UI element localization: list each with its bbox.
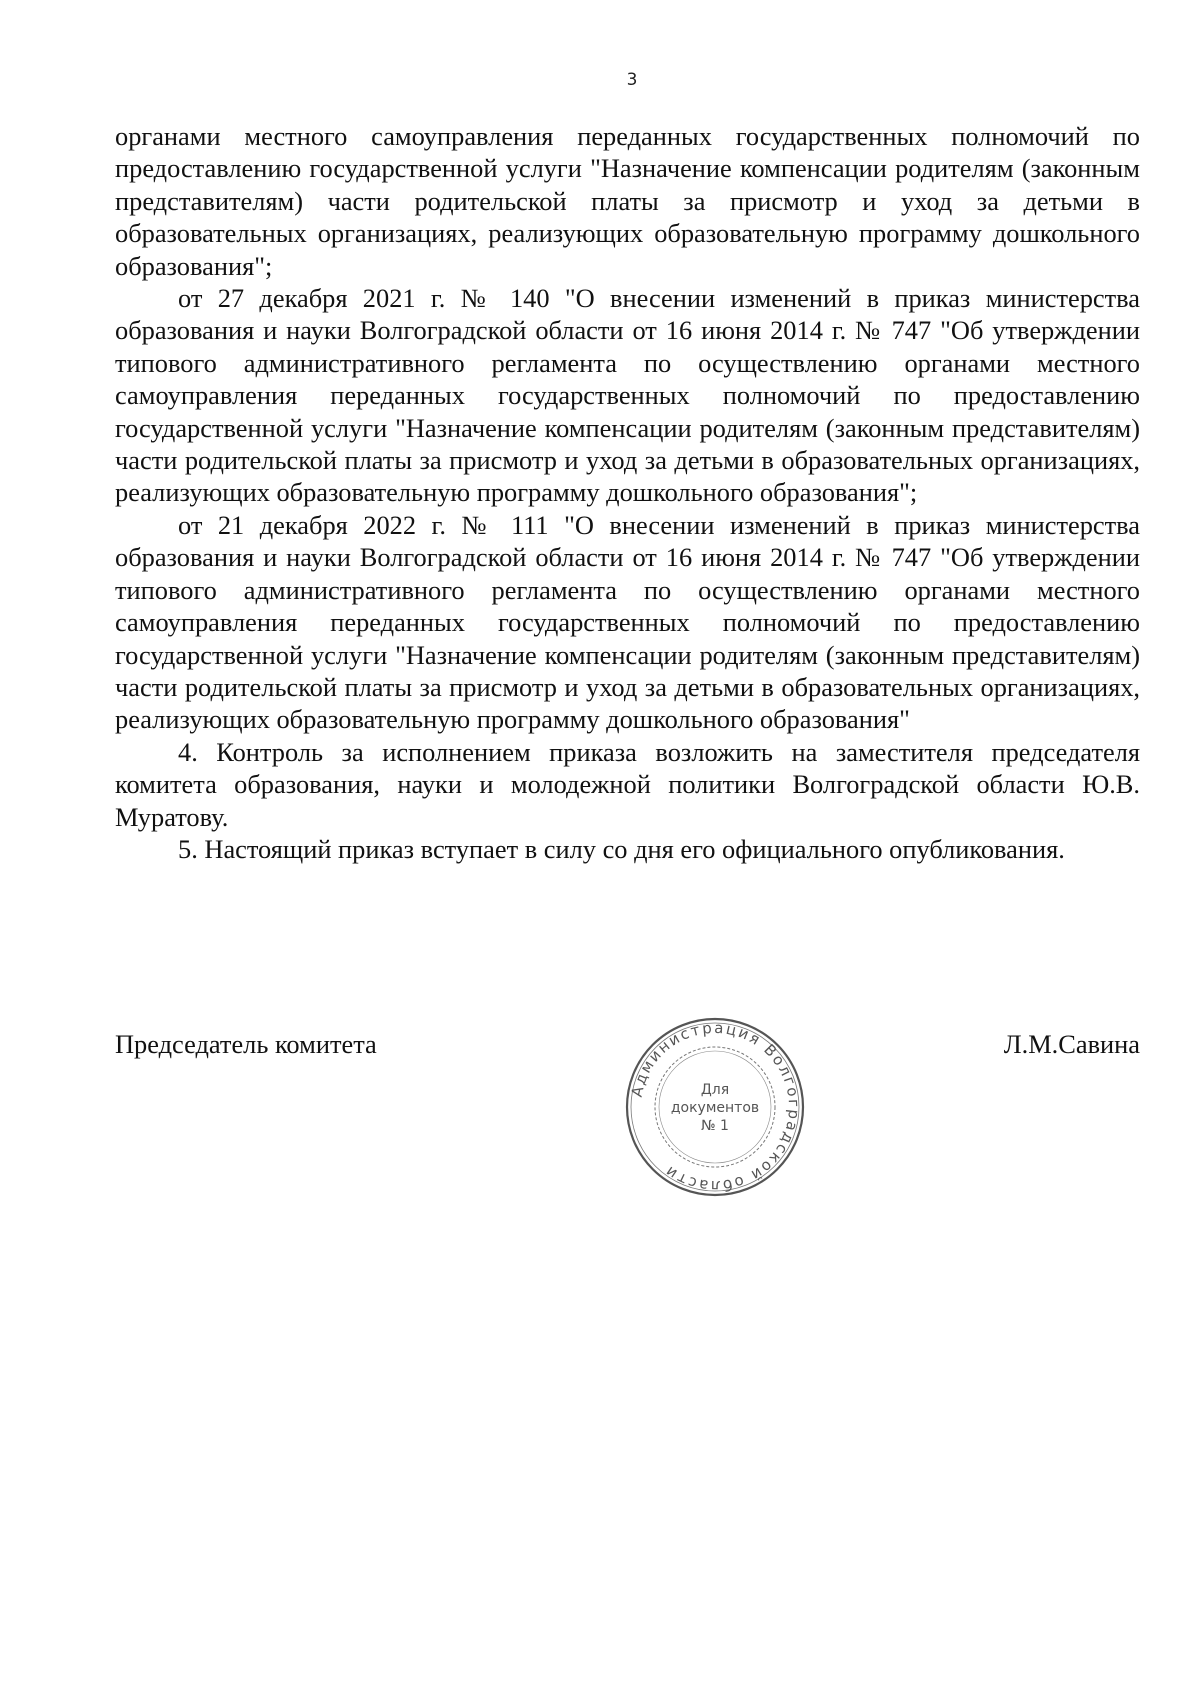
document-body [115, 120, 1140, 865]
official-stamp [620, 1012, 810, 1202]
stamp-center-line-2: документов [670, 1100, 760, 1116]
paragraph-order-2022: от 21 декабря 2022 г. № 111 "О внесении изменений в приказ министерства образования и науки Волгоградской области от 16 июня 2014 г. № 747 "Об утверждении типового административного регламента по осуществлению органами местного самоуправления переданных государственных полномочий по предоставлению государственной услуги "Назначение компенсации родителям (законным представителям) части родительской платы за присмотр и уход за детьми в образовательных организациях, реализующих образовательную программу дошкольного образования" [115, 509, 1140, 735]
paragraph-item-5: 5. Настоящий приказ вступает в силу со дня его официального опубликования. [178, 833, 1065, 864]
stamp-center-line-3: № 1 [701, 1118, 729, 1134]
signatory-name: Л.М.Савина [1003, 1029, 1140, 1059]
paragraph-item-4: 4. Контроль за исполнением приказа возложить на заместителя председателя комитета образования, науки и молодежной политики Волгоградской области Ю.В. Муратову. [115, 736, 1140, 832]
stamp-seal-icon [620, 1012, 810, 1202]
stamp-outer-text: Администрация Волгоградской области [627, 1018, 804, 1196]
paragraph-continuation: органами местного самоуправления переданных государственных полномочий по предоставлению государственной услуги "Назначение компенсации родителям (законным представителям) части родительской платы за присмотр и уход за детьми в образовательных организациях, реализующих образовательную программу дошкольного образования"; [115, 121, 1140, 281]
stamp-center-line-1: Для [700, 1082, 730, 1098]
signatory-title: Председатель комитета [115, 1029, 377, 1059]
paragraph-order-2021: от 27 декабря 2021 г. № 140 "О внесении изменений в приказ министерства образования и науки Волгоградской области от 16 июня 2014 г. № 747 "Об утверждении типового административного регламента по осуществлению органами местного самоуправления переданных государственных полномочий по предоставлению государственной услуги "Назначение компенсации родителям (законным представителям) части родительской платы за присмотр и уход за детьми в образовательных организациях, реализующих образовательную программу дошкольного образования"; [115, 283, 1140, 508]
page-number: 3 [626, 70, 638, 90]
